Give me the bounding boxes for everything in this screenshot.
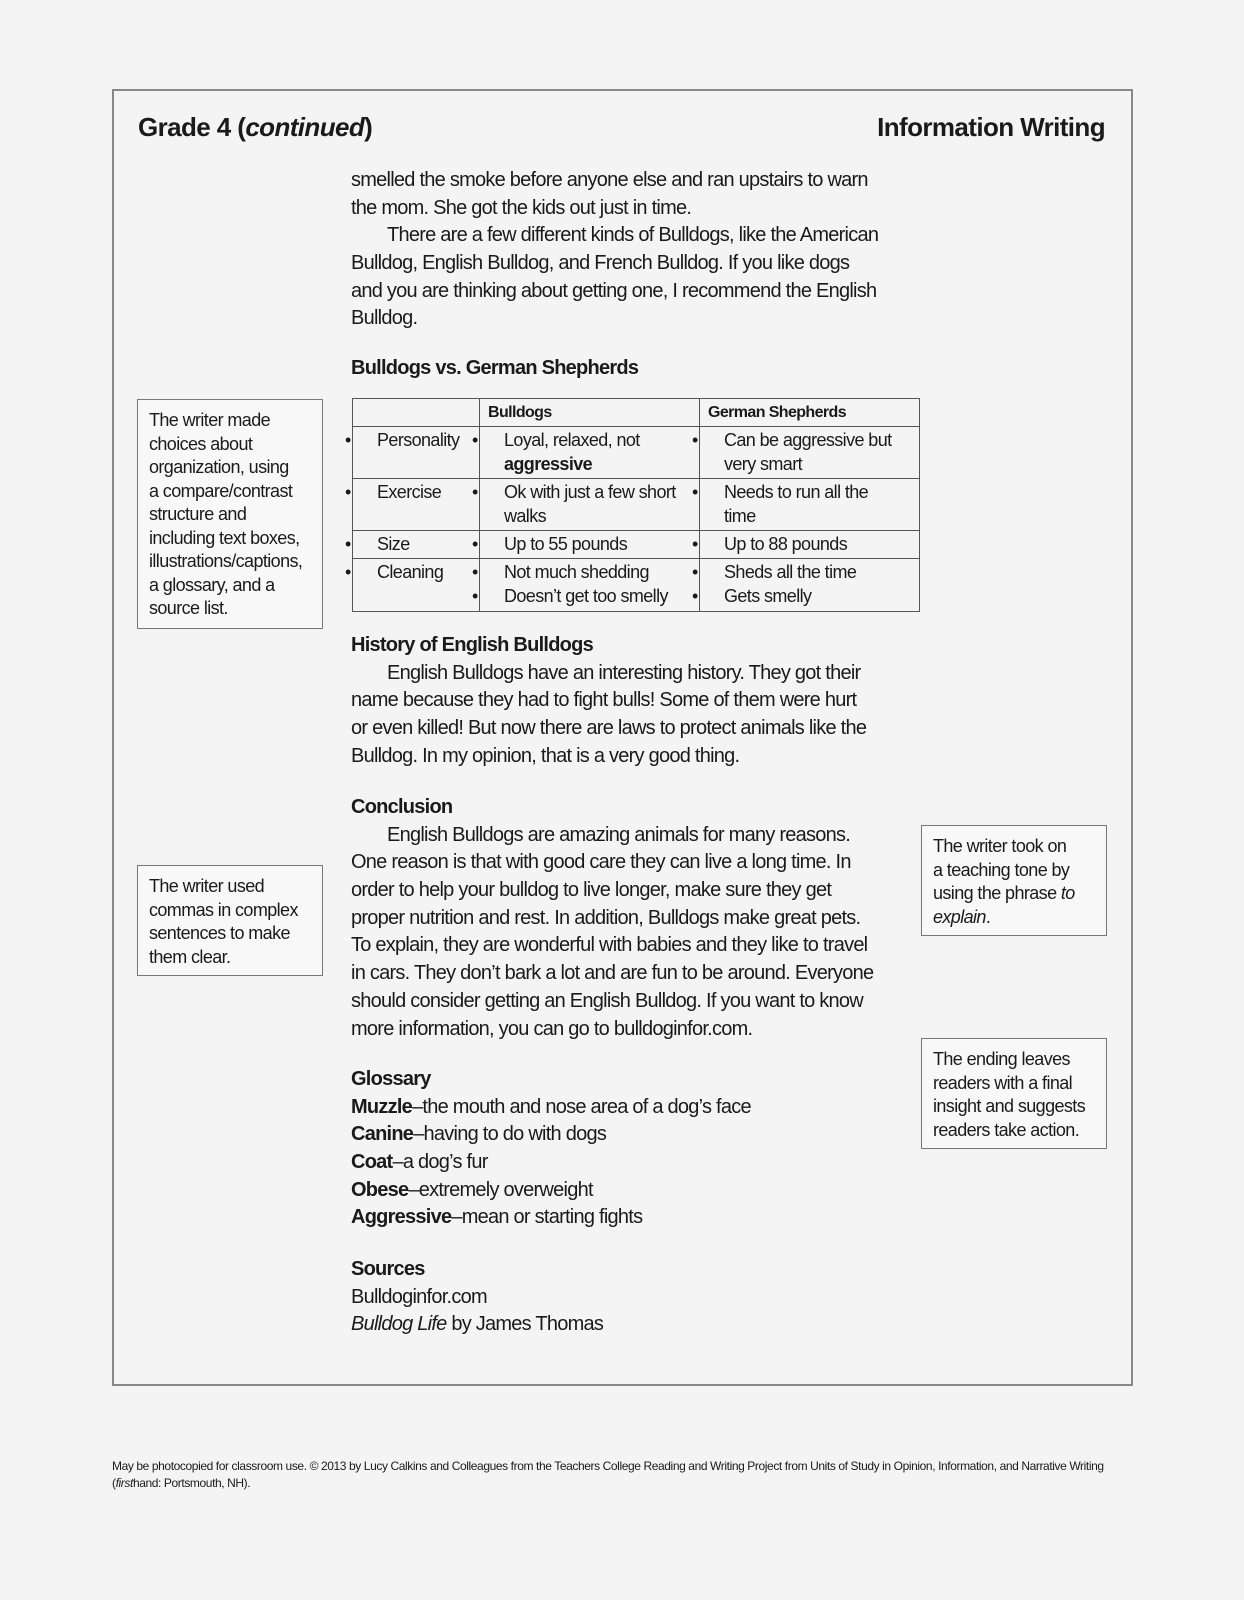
section-heading: Sources (351, 1258, 425, 1280)
text-line: or even killed! But now there are laws to protect animals like the (351, 717, 867, 740)
table-title: Bulldogs vs. German Shepherds (351, 357, 639, 379)
note-tone (921, 825, 1107, 936)
note-organization (137, 399, 323, 629)
note-line: including text boxes, (149, 527, 300, 548)
row-label: • Size (361, 532, 473, 556)
cell (480, 559, 700, 612)
text: hand: Portsmouth, NH). (132, 1475, 251, 1490)
text-line: in cars. They don’t bark a lot and are fun to be around. Everyone (351, 962, 874, 985)
term: Muzzle (351, 1095, 413, 1118)
definition: –a dog’s fur (392, 1151, 488, 1174)
comparison-table (352, 398, 920, 612)
website-link[interactable]: bulldoginfor.com (613, 1017, 748, 1040)
header-cell: German Shepherds (700, 399, 920, 427)
text-line: There are a few different kinds of Bulldogs, like the American (387, 224, 879, 247)
text-line: Bulldog. (351, 307, 418, 330)
glossary-item (351, 1204, 751, 1232)
cell (700, 559, 920, 612)
row-label: • Exercise (361, 480, 473, 504)
row-label: • Personality (361, 428, 473, 452)
italic-text: first (115, 1475, 133, 1490)
text: using the phrase (933, 883, 1061, 903)
text: more information, you can go to (351, 1017, 614, 1040)
definition: –mean or starting fights (451, 1206, 643, 1229)
conclusion-section (351, 794, 873, 1043)
cell (700, 479, 920, 531)
bullet: • Needs to run all the time (708, 480, 878, 528)
history-section (351, 632, 866, 770)
text-line: To explain, they are wonderful with babies and they like to travel (351, 934, 868, 957)
note-commas (137, 865, 323, 976)
text: . (747, 1017, 753, 1040)
cell (353, 531, 480, 559)
subject-heading: Information Writing (877, 112, 1105, 142)
source-item: Bulldoginfor.com (351, 1285, 487, 1308)
book-author: by James Thomas (446, 1313, 604, 1336)
cell (700, 427, 920, 479)
term: Obese (351, 1178, 409, 1201)
section-heading: Conclusion (351, 796, 453, 818)
bullet: • Gets smelly (708, 584, 913, 608)
text-line: the mom. She got the kids out just in time. (351, 196, 692, 219)
note-line: a compare/contrast (149, 480, 293, 501)
term: Coat (351, 1151, 393, 1174)
glossary-item (351, 1177, 751, 1205)
note-line: The writer used (149, 876, 265, 896)
table-row (353, 559, 920, 612)
note-line: readers with a final (933, 1072, 1073, 1093)
note-line: The writer took on (933, 836, 1067, 856)
row-label: • Cleaning (361, 560, 473, 584)
footer-line: May be photocopied for classroom use. © 2013 by Lucy Calkins and Colleagues from the Teachers College Reading and Writing Project from Units of Study in Opinion, Information, and Narrative Writing (112, 1459, 1104, 1473)
text-line: English Bulldogs are amazing animals for many reasons. (387, 823, 851, 846)
bullet: • Up to 55 pounds (488, 532, 693, 556)
header-cell: Bulldogs (480, 399, 700, 427)
continued-label: continued (245, 112, 365, 142)
bullet: • Not much shedding (488, 560, 693, 584)
italic-text: explain (933, 906, 986, 927)
note-line: illustrations/captions, (149, 551, 303, 571)
cell-text: Loyal, relaxed, not (504, 430, 640, 450)
definition: –having to do with dogs (413, 1123, 607, 1146)
text-line: Bulldog. In my opinion, that is a very good thing. (351, 744, 740, 767)
bullet: • Can be aggressive but very smart (708, 428, 898, 476)
text-line: proper nutrition and rest. In addition, Bulldogs make great pets. (351, 906, 861, 929)
grade-label: Grade 4 ( (138, 112, 246, 142)
cell (480, 427, 700, 479)
table-row (353, 479, 920, 531)
cell (353, 559, 480, 612)
source-item (351, 1311, 603, 1339)
text-line: smelled the smoke before anyone else and ran upstairs to warn (351, 169, 868, 191)
note-line: explain. (933, 906, 991, 927)
bullet: • Doesn’t get too smelly (488, 584, 693, 608)
footer-line: (firsthand: Portsmouth, NH). (112, 1475, 251, 1490)
definition: –extremely overweight (408, 1178, 593, 1201)
section-heading: Glossary (351, 1068, 431, 1090)
cell (353, 427, 480, 479)
note-line: choices about (149, 433, 253, 454)
note-line: commas in complex (149, 899, 298, 920)
note-line: a teaching tone by (933, 859, 1070, 880)
book-title: Bulldog Life (351, 1313, 447, 1336)
section-heading: History of English Bulldogs (351, 634, 593, 656)
cell (480, 479, 700, 531)
note-line: The ending leaves (933, 1049, 1070, 1069)
definition: –the mouth and nose area of a dog’s face (412, 1095, 751, 1118)
table-header-row (353, 399, 920, 427)
intro-text (351, 167, 878, 333)
bullet: • Up to 88 pounds (708, 532, 913, 556)
sources-section (351, 1256, 603, 1339)
header-cell (353, 399, 480, 427)
table-row (353, 531, 920, 559)
bullet (488, 428, 693, 476)
bullet: • Sheds all the time (708, 560, 913, 584)
note-line: insight and suggests (933, 1096, 1086, 1116)
glossary-section (351, 1066, 751, 1232)
cell-bold: aggressive (504, 454, 593, 474)
note-line: them clear. (149, 946, 231, 967)
note-line: sentences to make (149, 923, 290, 943)
footer (112, 1458, 1104, 1491)
table-row (353, 427, 920, 479)
note-line: structure and (149, 504, 247, 524)
grade-heading (138, 112, 372, 143)
glossary-item (351, 1094, 751, 1122)
cell (700, 531, 920, 559)
text-line: English Bulldogs have an interesting history. They got their (387, 661, 861, 684)
cell (480, 531, 700, 559)
note-ending (921, 1038, 1107, 1149)
note-line: readers take action. (933, 1119, 1080, 1140)
note-line: a glossary, and a (149, 574, 275, 595)
cell (353, 479, 480, 531)
text-line: order to help your bulldog to live longer, make sure they get (351, 879, 832, 902)
text-line (351, 1016, 873, 1044)
note-line: organization, using (149, 457, 289, 477)
note-line (933, 882, 1095, 906)
text-line: and you are thinking about getting one, I recommend the English (351, 279, 877, 302)
bullet: • Ok with just a few short walks (488, 480, 688, 528)
note-line: source list. (149, 598, 228, 618)
glossary-item (351, 1121, 751, 1149)
text-line: name because they had to fight bulls! Some of them were hurt (351, 689, 857, 712)
glossary-item (351, 1149, 751, 1177)
text-line: One reason is that with good care they can live a long time. In (351, 851, 851, 874)
text-line: Bulldog, English Bulldog, and French Bulldog. If you like dogs (351, 252, 850, 275)
text-line: should consider getting an English Bulldog. If you want to know (351, 989, 863, 1012)
paren: ) (364, 112, 373, 142)
term: Canine (351, 1123, 414, 1146)
italic-text: to (1060, 883, 1075, 903)
note-line: The writer made (149, 410, 271, 430)
term: Aggressive (351, 1206, 452, 1229)
